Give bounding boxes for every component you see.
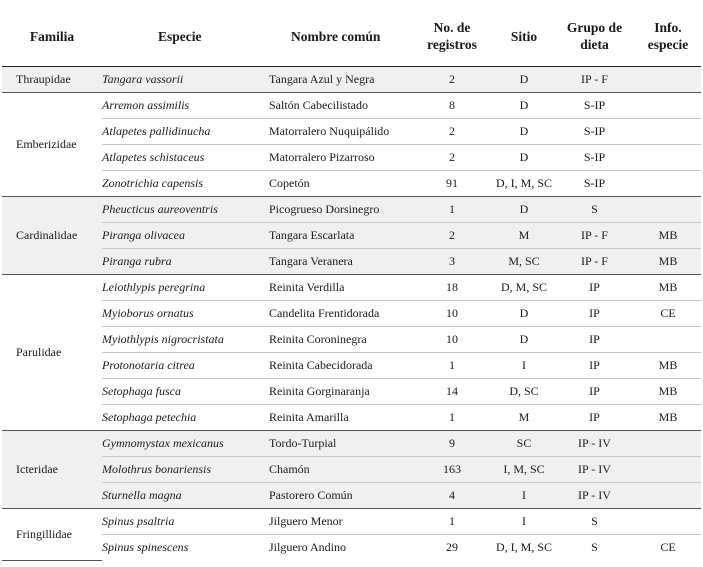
records-cell: 8 [410,93,494,119]
diet-cell: S-IP [554,93,635,119]
header-sitio: Sitio [494,6,554,67]
table-row [2,223,701,249]
diet-cell: IP [554,327,635,353]
family-group [2,509,701,561]
diet-cell: IP [554,301,635,327]
species-cell: Atlapetes schistaceus [102,145,269,171]
table-row [2,145,701,171]
header-nombre-comun: Nombre común [269,6,410,67]
table-row [2,457,701,483]
table-row [2,301,701,327]
records-cell: 10 [410,301,494,327]
records-cell: 3 [410,249,494,275]
info-cell: MB [635,379,701,405]
family-cell: Icteridae [2,431,102,509]
table-row [2,509,701,535]
common-name-cell: Reinita Verdilla [269,275,410,301]
records-cell: 29 [446,540,458,554]
table-header [2,6,701,67]
family-cell: Thraupidae [2,67,102,93]
records-cell: 2 [410,119,494,145]
species-cell: Protonotaria citrea [102,353,269,379]
species-cell: Gymnomystax mexicanus [102,431,269,457]
site-cell: D [494,93,554,119]
header-registros: No. de registros [410,6,494,67]
site-cell: D [494,119,554,145]
diet-cell: IP - IV [554,483,635,509]
common-name-cell: Picogrueso Dorsinegro [269,197,410,223]
common-name-cell: Reinita Coroninegra [269,327,410,353]
common-name-cell: Tangara Veranera [269,249,410,275]
info-cell: MB [635,223,701,249]
info-cell [635,119,701,145]
diet-cell: IP - F [554,223,635,249]
diet-cell: IP [554,353,635,379]
table-row [2,327,701,353]
diet-cell: IP - F [554,67,635,93]
site-cell: I [494,509,554,535]
species-cell: Tangara vassorii [102,67,269,93]
table-row [2,67,701,93]
site-cell: I [494,353,554,379]
family-group [2,275,701,431]
records-cell: 2 [410,145,494,171]
common-name-cell: Pastorero Común [269,483,410,509]
table-row [2,431,701,457]
common-name-cell: Tordo-Turpial [269,431,410,457]
info-cell: MB [635,405,701,431]
table-row [2,119,701,145]
diet-cell: IP [554,405,635,431]
records-cell: 1 [410,197,494,223]
common-name-cell: Chamón [269,457,410,483]
header-especie: Especie [102,6,269,67]
records-cell: 163 [410,457,494,483]
records-cell: 1 [410,509,494,535]
common-name-cell: Matorralero Nuquipálido [269,119,410,145]
common-name-cell: Reinita Cabecidorada [269,353,410,379]
info-cell [635,67,701,93]
site-cell: D [494,67,554,93]
records-cell: 1 [410,405,494,431]
site-cell: D, M, SC [494,275,554,301]
table-row [2,405,701,431]
species-cell: Setophaga fusca [102,379,269,405]
species-cell: Piranga olivacea [102,223,269,249]
table-row [2,197,701,223]
header-familia: Familia [2,6,102,67]
table-row [2,249,701,275]
species-cell: Sturnella magna [102,483,269,509]
diet-cell: IP - F [554,249,635,275]
info-cell: MB [635,353,701,379]
family-cell: Parulidae [2,275,102,431]
table-row [2,93,701,119]
site-cell: D, SC [494,379,554,405]
header-info: Info. especie [635,6,701,67]
info-cell: MB [635,249,701,275]
common-name-cell: Reinita Gorginaranja [269,379,410,405]
records-cell: 2 [410,67,494,93]
site-cell: M [494,405,554,431]
species-cell: Setophaga petechia [102,405,269,431]
diet-cell: IP [554,275,635,301]
info-cell: CE [660,540,676,554]
records-cell: 2 [410,223,494,249]
common-name-cell: Jilguero Andino [269,540,346,554]
table-row [2,353,701,379]
site-cell: D [494,327,554,353]
info-cell [635,327,701,353]
common-name-cell: Copetón [269,171,410,197]
header-dieta: Grupo de dieta [554,6,635,67]
info-cell [635,145,701,171]
species-cell: Piranga rubra [102,249,269,275]
family-group [2,431,701,509]
info-cell [635,197,701,223]
site-cell: D [494,197,554,223]
site-cell: M, SC [494,249,554,275]
species-cell: Spinus spinescens [102,540,189,554]
family-group [2,93,701,197]
table-row [2,275,701,301]
records-cell: 14 [410,379,494,405]
info-cell [635,457,701,483]
info-cell: MB [635,275,701,301]
table-row [2,535,701,561]
site-cell: D, I, M, SC [494,171,554,197]
records-cell: 4 [410,483,494,509]
records-cell: 91 [410,171,494,197]
table-row [2,379,701,405]
site-cell: M [494,223,554,249]
site-cell: D [494,145,554,171]
diet-cell: S-IP [554,119,635,145]
diet-cell: IP - IV [554,431,635,457]
diet-cell: S [554,509,635,535]
records-cell: 9 [410,431,494,457]
family-cell: Fringillidae [2,509,102,561]
table-row [2,483,701,509]
site-cell: D, I, M, SC [495,540,552,554]
species-cell: Zonotrichia capensis [102,171,269,197]
info-cell [635,171,701,197]
species-table [2,6,701,561]
family-cell: Emberizidae [2,93,102,197]
info-cell [635,431,701,457]
records-cell: 1 [410,353,494,379]
records-cell: 10 [410,327,494,353]
species-cell: Myioborus ornatus [102,301,269,327]
common-name-cell: Tangara Azul y Negra [269,67,410,93]
species-cell: Molothrus bonariensis [102,457,269,483]
species-cell: Pheucticus aureoventris [102,197,269,223]
site-cell: I [494,483,554,509]
info-cell [635,509,701,535]
family-cell: Cardinalidae [2,197,102,275]
species-cell: Atlapetes pallidinucha [102,119,269,145]
family-group [2,67,701,93]
site-cell: SC [494,431,554,457]
species-cell: Leiothlypis peregrina [102,275,269,301]
diet-cell: S [554,197,635,223]
info-cell: CE [635,301,701,327]
info-cell [635,93,701,119]
common-name-cell: Candelita Frentidorada [269,301,410,327]
diet-cell: IP [554,379,635,405]
records-cell: 18 [410,275,494,301]
diet-cell: S-IP [554,171,635,197]
species-cell: Spinus psaltria [102,509,269,535]
common-name-cell: Matorralero Pizarroso [269,145,410,171]
common-name-cell: Reinita Amarilla [269,405,410,431]
site-cell: I, M, SC [494,457,554,483]
species-cell: Arremon assimilis [102,93,269,119]
site-cell: D [494,301,554,327]
diet-cell: S [591,540,598,554]
table-row [2,171,701,197]
diet-cell: IP - IV [554,457,635,483]
common-name-cell: Jilguero Menor [269,509,410,535]
family-group [2,197,701,275]
common-name-cell: Saltón Cabecilistado [269,93,410,119]
common-name-cell: Tangara Escarlata [269,223,410,249]
diet-cell: S-IP [554,145,635,171]
info-cell [635,483,701,509]
species-cell: Myiothlypis nigrocristata [102,327,269,353]
